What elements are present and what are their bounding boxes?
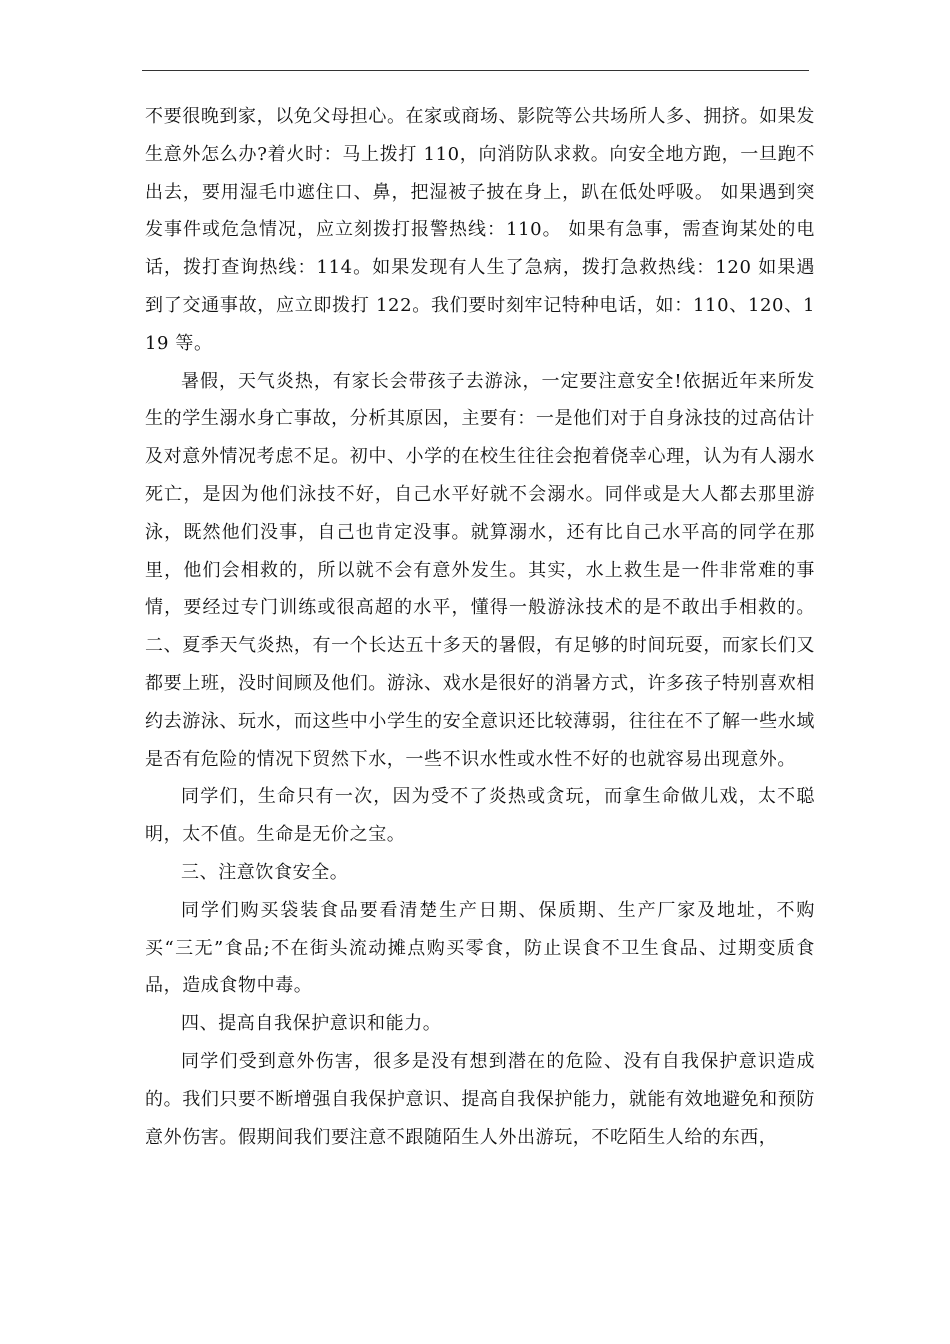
paragraph-food-safety: 同学们购买袋装食品要看清楚生产日期、保质期、生产厂家及地址，不购买“三无”食品;不在街头流动摊点购买零食，防止误食不卫生食品、过期变质食品，造成食物中毒。 [145,899,815,997]
document-body [145,98,815,1156]
header-divider [142,70,809,71]
paragraph-swimming-safety: 暑假，天气炎热，有家长会带孩子去游泳，一定要注意安全!依据近年来所发生的学生溺水身亡事故，分析其原因，主要有：一是他们对于自身泳技的过高估计及对意外情况考虑不足。初中、小学的在校生往往会抱着侥幸心理，认为有人溺水死亡，是因为他们泳技不好，自己水平好就不会溺水。同伴或是大人都去那里游泳，既然他们没事，自己也肯定没事。就算溺水，还有比自己水平高的同学在那里，他们会相救的，所以就不会有意外发生。其实，水上救生是一件非常难的事情，要经过专门训练或很高超的水平，懂得一般游泳技术的是不敢出手相救的。二、夏季天气炎热，有一个长达五十多天的暑假，有足够的时间玩耍，而家长们又都要上班，没时间顾及他们。游泳、戏水是很好的消暑方式，许多孩子特别喜欢相约去游泳、玩水，而这些中小学生的安全意识还比较薄弱，往往在不了解一些水域是否有危险的情况下贸然下水，一些不识水性或水性不好的也就容易出现意外。 [145,370,815,770]
paragraph-life-value: 同学们，生命只有一次，因为受不了炎热或贪玩，而拿生命做儿戏，太不聪明，太不值。生命是无价之宝。 [145,786,815,846]
section-heading-self-protection: 四、提高自我保护意识和能力。 [181,1013,442,1035]
paragraph-emergency-numbers: 不要很晚到家，以免父母担心。在家或商场、影院等公共场所人多、拥挤。如果发生意外怎么办?着火时：马上拨打 110，向消防队求救。向安全地方跑，一旦跑不出去，要用湿毛巾遮住口、鼻，把湿被子披在身上，趴在低处呼吸。 如果遇到突发事件或危急情况，应立刻拨打报警热线：110。 如果有急事，需查询某处的电话，拨打查询热线：114。如果发现有人生了急病，拨打急救热线：120 如果遇到了交通事故，应立即拨打 122。我们要时刻牢记特种电话，如：110、120、119 等。 [145,106,815,354]
section-heading-food-safety: 三、注意饮食安全。 [181,861,349,883]
paragraph-self-protection: 同学们受到意外伤害，很多是没有想到潜在的危险、没有自我保护意识造成的。我们只要不断增强自我保护意识、提高自我保护能力，就能有效地避免和预防意外伤害。假期间我们要注意不跟随陌生人外出游玩，不吃陌生人给的东西， [145,1050,815,1148]
